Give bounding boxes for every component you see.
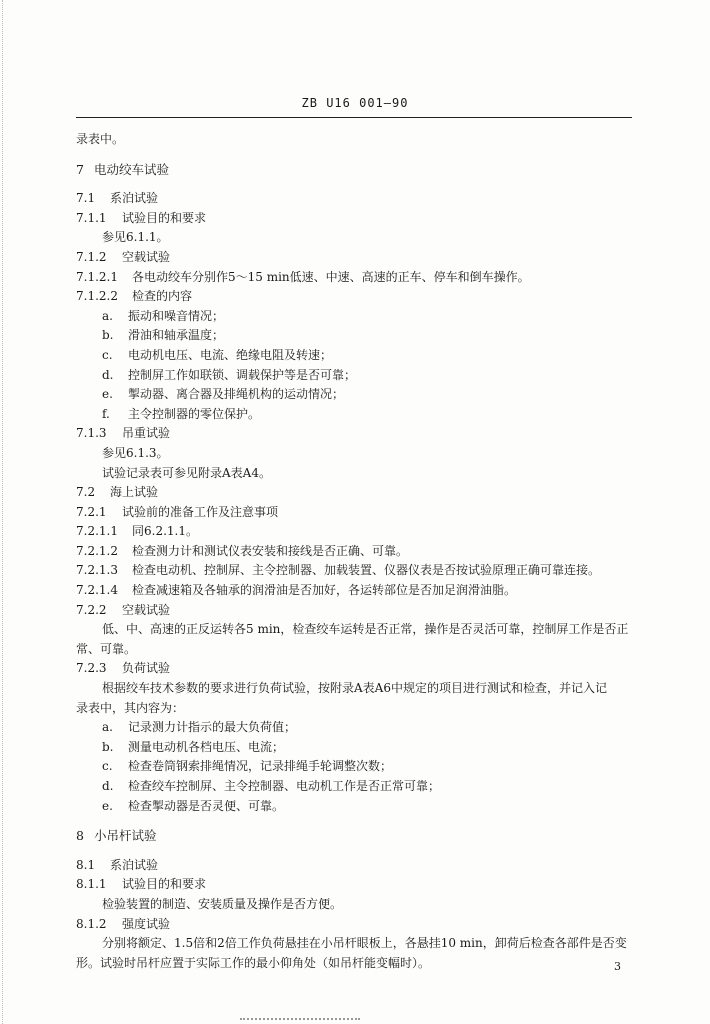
list-item: a. 记录测力计指示的最大负荷值；: [102, 720, 297, 735]
text-line: 录表中。: [76, 132, 125, 146]
scan-edge: [2, 0, 5, 1024]
clause-heading: 7.1.3 吊重试验: [76, 426, 171, 441]
clause-heading: 7.2.1 试验前的准备工作及注意事项: [76, 504, 279, 519]
paragraph-line: 根据绞车技术参数的要求进行负荷试验，按附录A表A6中规定的项目进行测试和检查，并记入记: [102, 681, 607, 696]
subsection-heading: 8.1 系泊试验: [76, 857, 159, 872]
list-item: e. 掣动器、离合器及排绳机构的运动情况；: [102, 387, 345, 402]
text-line: 参见6.1.3。: [102, 445, 169, 460]
clause-heading: 7.2.3 负荷试验: [76, 661, 171, 676]
text-line: 试验记录表可参见附录A表A4。: [102, 465, 271, 480]
section-heading: 8 小吊杆试验: [76, 828, 157, 844]
clause-heading: 7.1.2 空载试验: [76, 249, 171, 264]
clause-heading: 8.1.1 试验目的和要求: [76, 877, 207, 892]
clause-line: 7.1.2.2 检查的内容: [76, 289, 193, 304]
list-item: a. 振动和噪音情况；: [102, 308, 225, 323]
text-line: 参见6.1.1。: [102, 230, 169, 245]
clause-heading: 7.2.2 空载试验: [76, 602, 171, 617]
document-body: [76, 130, 636, 973]
paragraph-line: 常、可靠。: [76, 641, 137, 656]
list-item: f. 主令控制器的零位保护。: [102, 406, 261, 421]
paragraph-line: 分别将额定、1.5倍和2倍工作负荷悬挂在小吊杆眼板上，各悬挂10 min，卸荷后检查各部件是否变: [102, 936, 627, 951]
page-number: 3: [614, 960, 621, 973]
list-item: c. 电动机电压、电流、绝缘电阻及转速；: [102, 347, 333, 362]
scan-artifact: [240, 1018, 360, 1024]
paragraph-line: 低、中、高速的正反运转各5 min，检查绞车运转是否正常，操作是否灵活可靠，控制屏工作是否正: [102, 622, 629, 637]
clause-heading: 7.1.1 试验目的和要求: [76, 210, 207, 225]
clause-heading: 8.1.2 强度试验: [76, 916, 171, 931]
list-item: e. 检查掣动器是否灵便、可靠。: [102, 798, 285, 813]
clause-line: 7.2.1.3 检查电动机、控制屏、主令控制器、加载装置、仪器仪表是否按试验原理正确可靠连接。: [76, 563, 601, 578]
paragraph-line: 形。试验时吊杆应置于实际工作的最小仰角处（如吊杆能变幅时）。: [76, 955, 431, 970]
subsection-heading: 7.2 海上试验: [76, 485, 159, 500]
clause-line: 7.2.1.4 检查减速箱及各轴承的润滑油是否加好，各运转部位是否加足润滑油脂。: [76, 583, 517, 598]
clause-line: 7.1.2.1 各电动绞车分别作5～15 min低速、中速、高速的正车、停车和倒车操作。: [76, 269, 530, 284]
list-item: b. 滑油和轴承温度；: [102, 328, 225, 343]
clause-line: 7.2.1.1 同6.2.1.1。: [76, 524, 198, 539]
list-item: d. 控制屏工作如联锁、调载保护等是否可靠；: [102, 367, 357, 382]
page-header: ZB U16 001—90: [301, 96, 409, 110]
header-rule: [76, 117, 632, 118]
text-line: 检验装置的制造、安装质量及操作是否方便。: [102, 896, 343, 911]
clause-line: 7.2.1.2 检查测力计和测试仪表安装和接线是否正确、可靠。: [76, 543, 409, 558]
list-item: b. 测量电动机各档电压、电流；: [102, 739, 285, 754]
list-item: d. 检查绞车控制屏、主令控制器、电动机工作是否正常可靠；: [102, 779, 441, 793]
subsection-heading: 7.1 系泊试验: [76, 191, 159, 206]
section-heading: 7 电动绞车试验: [76, 161, 170, 177]
paragraph-line: 录表中，其内容为：: [76, 700, 185, 715]
list-item: c. 检查卷筒钢索排绳情况，记录排绳手轮调整次数；: [102, 759, 393, 774]
